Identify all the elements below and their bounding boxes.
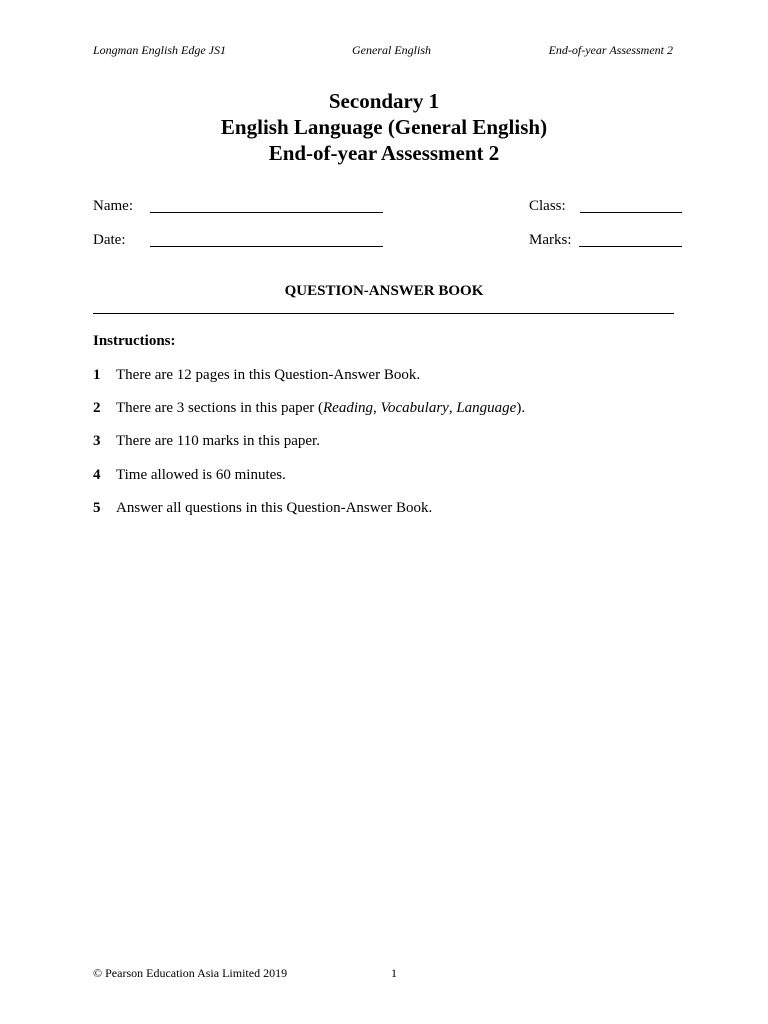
section-separator: , [448, 400, 457, 416]
section-name-language: Language [456, 400, 517, 416]
header-assessment-name: End-of-year Assessment 2 [548, 43, 673, 57]
instruction-number: 1 [93, 367, 101, 383]
instruction-text: There are 12 pages in this Question-Answer Book. [116, 367, 421, 383]
instruction-text-end: ). [516, 400, 526, 416]
instruction-text: Time allowed is 60 minutes. [116, 467, 286, 483]
instruction-text-start: There are 3 sections in this paper ( [116, 400, 324, 416]
section-name-vocabulary: Vocabulary [380, 400, 449, 416]
book-heading: QUESTION-ANSWER BOOK [284, 283, 484, 299]
page-number: 1 [391, 966, 397, 980]
marks-field[interactable] [579, 246, 682, 247]
page-title [0, 88, 768, 166]
instruction-number: 4 [93, 467, 101, 483]
heading-divider [93, 313, 674, 314]
title-level: Secondary 1 [328, 89, 440, 113]
section-separator: , [373, 400, 381, 416]
header-subject: General English [352, 43, 431, 57]
instruction-text: There are 110 marks in this paper. [116, 433, 320, 449]
instruction-text [116, 399, 525, 417]
name-field[interactable] [150, 212, 383, 213]
section-name-reading: Reading [323, 400, 374, 416]
instructions-heading: Instructions: [93, 333, 176, 349]
date-label: Date: [93, 232, 126, 248]
class-label: Class: [529, 198, 566, 214]
instruction-text: Answer all questions in this Question-Answer Book. [116, 500, 433, 516]
instruction-number: 2 [93, 400, 101, 416]
instruction-number: 5 [93, 500, 101, 516]
class-field[interactable] [580, 212, 682, 213]
date-field[interactable] [150, 246, 383, 247]
marks-label: Marks: [529, 232, 572, 248]
name-label: Name: [93, 198, 133, 214]
title-subject: English Language (General English) [220, 115, 548, 139]
running-header [93, 43, 673, 59]
title-assessment: End-of-year Assessment 2 [268, 141, 500, 165]
copyright-notice: © Pearson Education Asia Limited 2019 [93, 966, 288, 980]
header-book-title: Longman English Edge JS1 [93, 43, 226, 57]
instruction-number: 3 [93, 433, 101, 449]
